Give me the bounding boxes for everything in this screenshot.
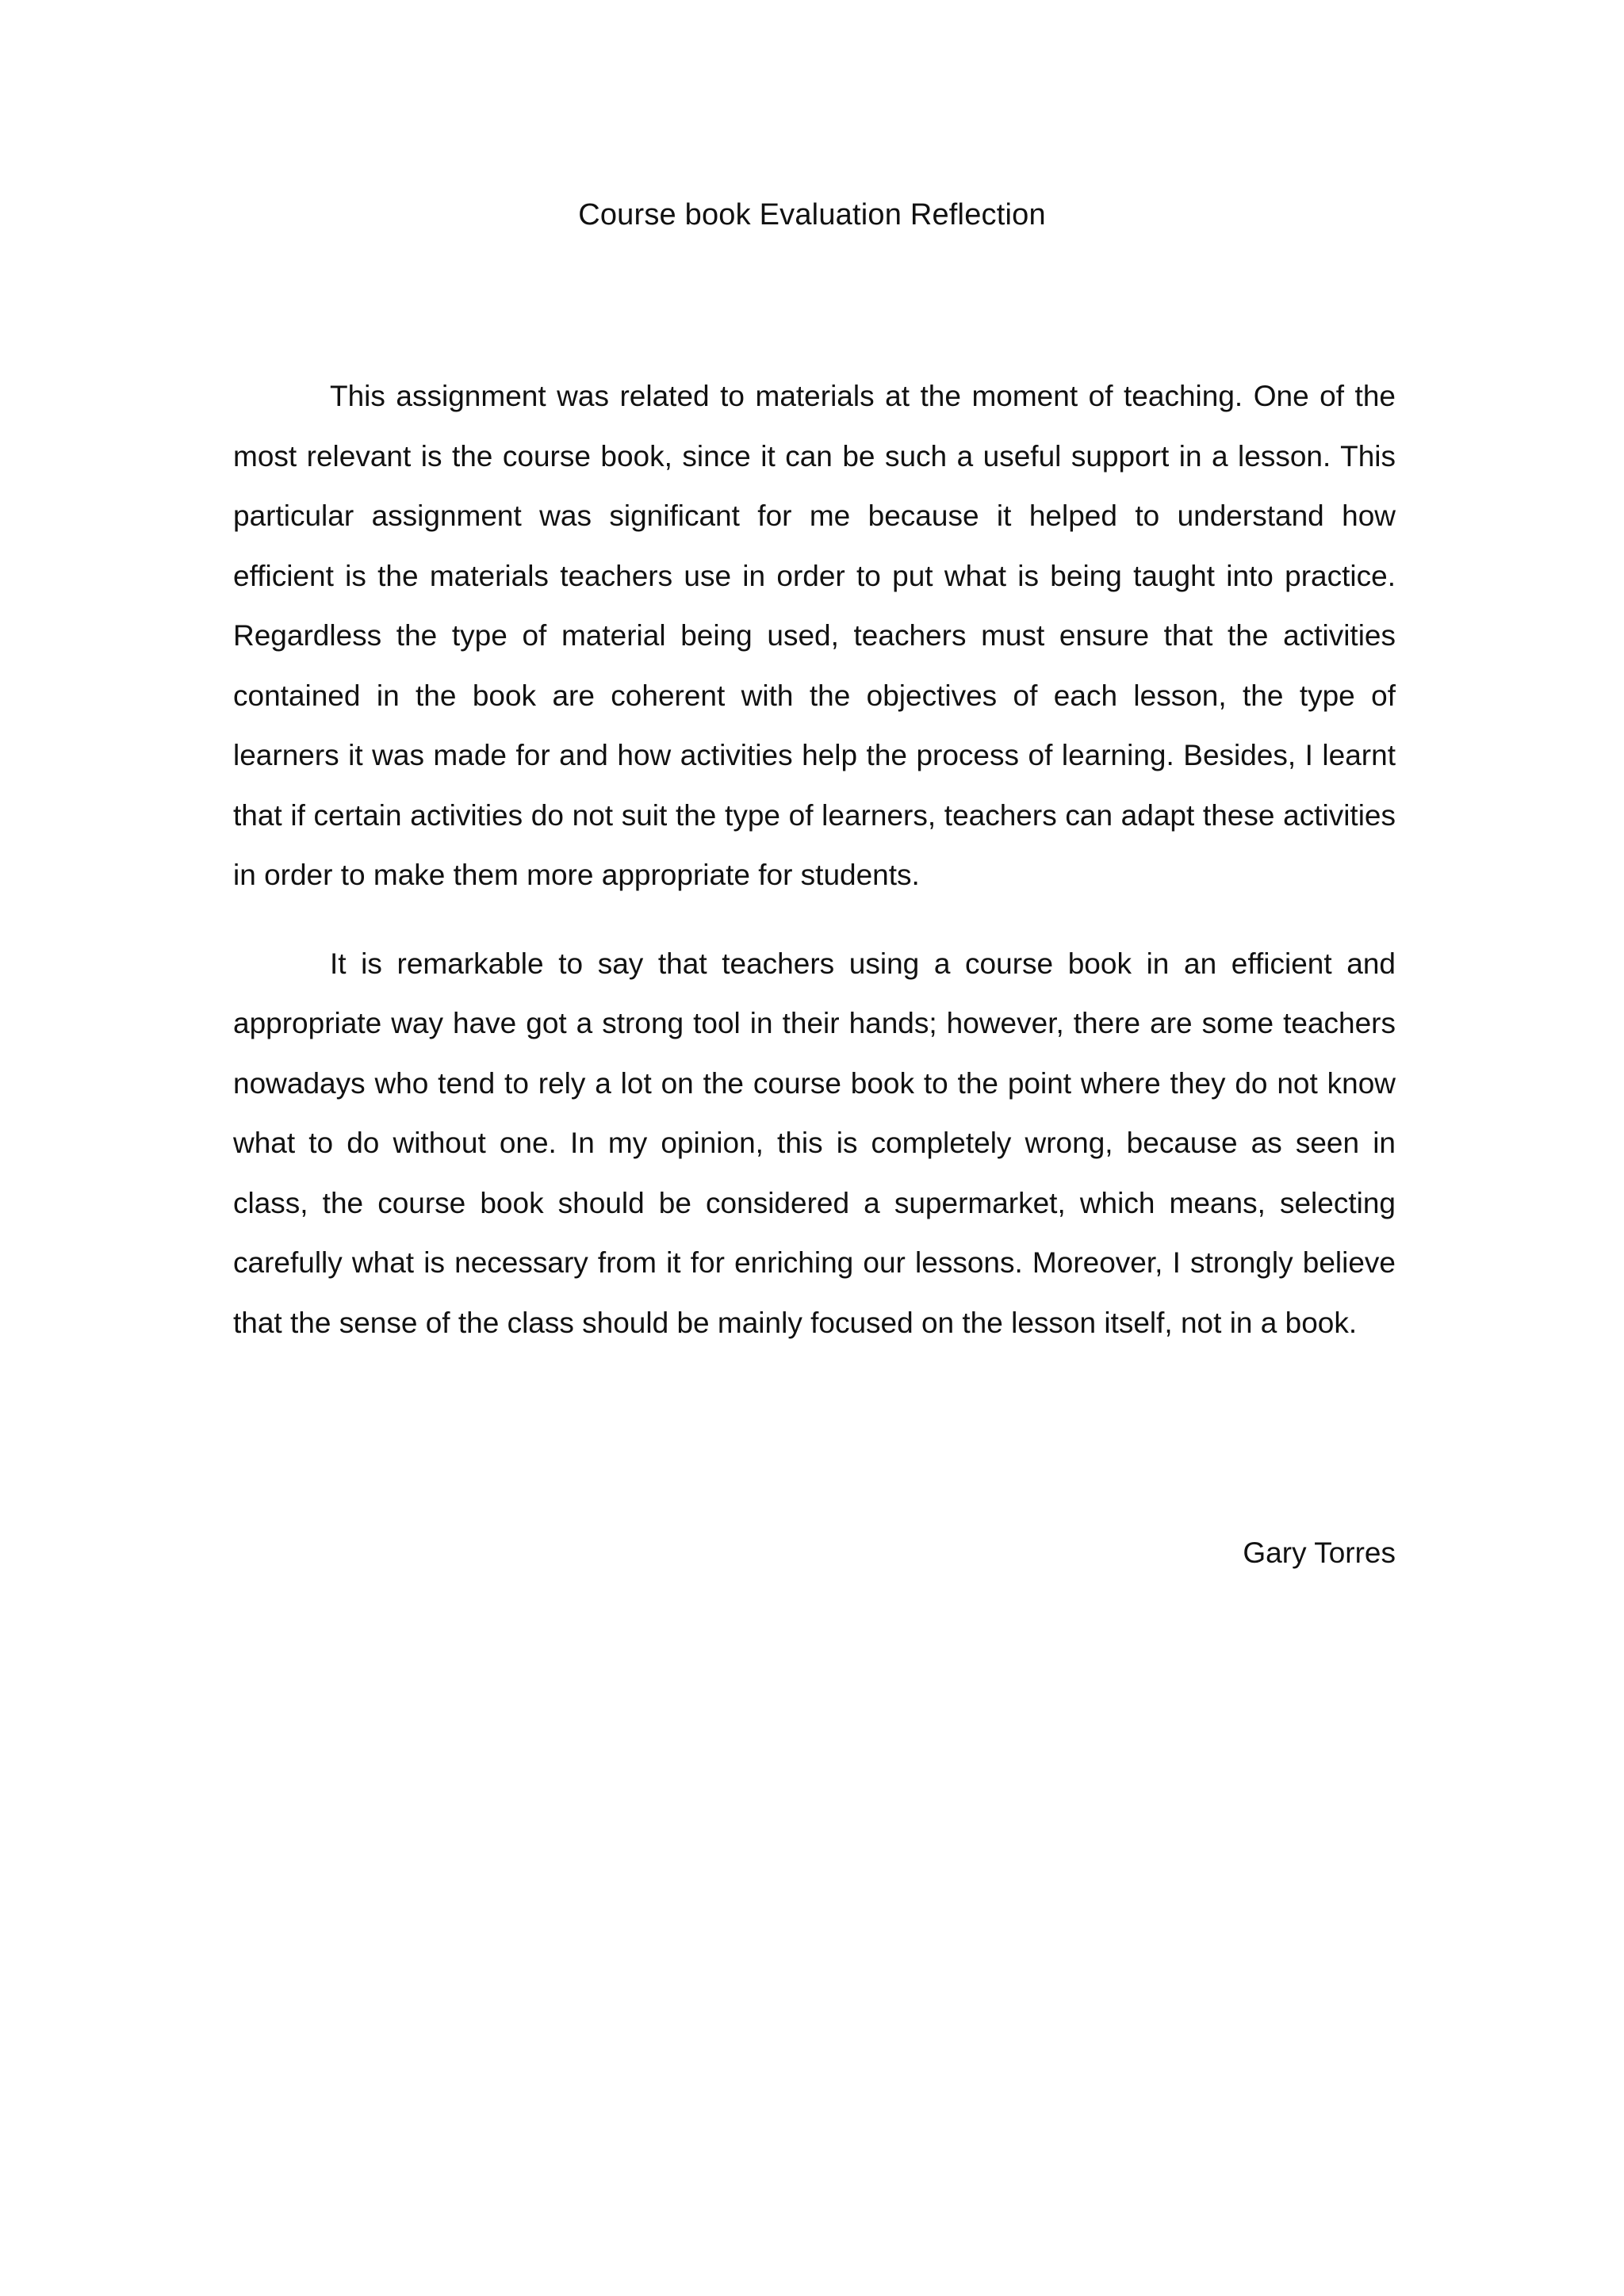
author-signature: Gary Torres (1243, 1536, 1396, 1569)
paragraph-2: It is remarkable to say that teachers using a course book in an efficient and appropriate way have got a strong tool in their hands; however, there are some teachers nowadays who tend to rely a lot on the course book to the point where they do not know what to do without one. In my opinion, this is completely wrong, because as seen in class, the course book should be considered a supermarket, which means, selecting carefully what is necessary from it for enriching our lessons. Moreover, I strongly believe that the sense of the class should be mainly focused on the lesson itself, not in a book. (233, 947, 1396, 1339)
document-body (233, 366, 1396, 1353)
document-title: Course book Evaluation Reflection (578, 198, 1046, 232)
paragraph-1: This assignment was related to materials at the moment of teaching. One of the most relevant is the course book, since it can be such a useful support in a lesson. This particular assignment was significant for me because it helped to understand how efficient is the materials teachers use in order to put what is being taught into practice. Regardless the type of material being used, teachers must ensure that the activities contained in the book are coherent with the objectives of each lesson, the type of learners it was made for and how activities help the process of learning. Besides, I learnt that if certain activities do not suit the type of learners, teachers can adapt these activities in order to make them more appropriate for students. (233, 380, 1396, 891)
